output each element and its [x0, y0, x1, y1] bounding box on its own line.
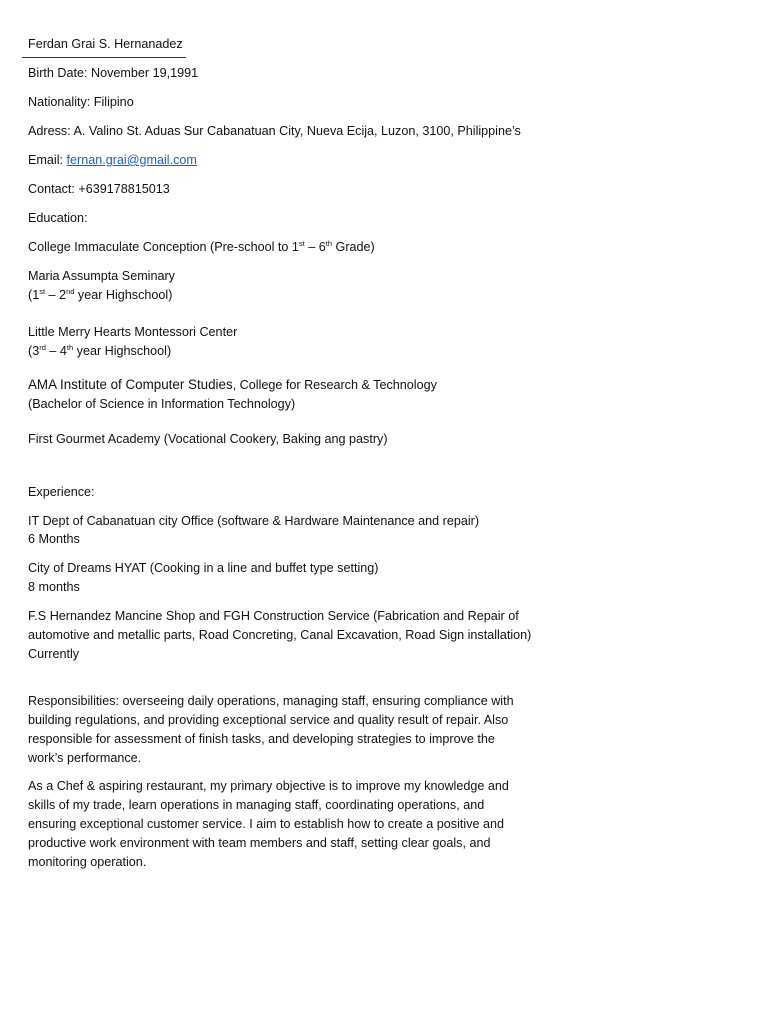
experience-heading: Experience:: [28, 485, 95, 499]
ordinal-suffix: st: [298, 238, 305, 248]
experience-title: IT Dept of Cabanatuan city Office (software & Hardware Maintenance and repair): [28, 514, 480, 528]
responsibilities-line: Responsibilities: overseeing daily operations, managing staff, ensuring compliance with: [28, 694, 514, 708]
education-detail-mid: – 2: [45, 288, 67, 302]
objective-line: As a Chef & aspiring restaurant, my primary objective is to improve my knowledge and: [28, 779, 509, 793]
responsibilities-line: responsible for assessment of finish tasks, and developing strategies to improve the: [28, 732, 495, 746]
contact: Contact: +639178815013: [28, 182, 170, 196]
education-school: Maria Assumpta Seminary: [28, 269, 175, 283]
email-label: Email:: [28, 153, 67, 167]
ordinal-suffix: nd: [66, 286, 75, 296]
education-range: – 6: [304, 240, 326, 254]
email-line: [28, 151, 197, 170]
ordinal-suffix: st: [39, 286, 46, 296]
nationality: Nationality: Filipino: [28, 95, 134, 109]
education-detail: [28, 342, 171, 361]
objective-line: productive work environment with team members and staff, setting clear goals, and: [28, 836, 491, 850]
education-detail: [28, 286, 172, 305]
responsibilities-line: building regulations, and providing exceptional service and quality result of repair. Also: [28, 713, 509, 727]
ordinal-suffix: th: [325, 238, 333, 248]
experience-title: City of Dreams HYAT (Cooking in a line and buffet type setting): [28, 561, 379, 575]
responsibilities-line: work’s performance.: [28, 751, 142, 765]
education-detail-start: (3: [28, 344, 40, 358]
experience-duration: Currently: [28, 647, 80, 661]
education-detail-mid: – 4: [45, 344, 67, 358]
education-school: College Immaculate Conception (Pre-school to 1: [28, 240, 299, 254]
education-detail-start: (1: [28, 288, 40, 302]
experience-duration: 8 months: [28, 580, 80, 594]
objective-line: ensuring exceptional customer service. I aim to establish how to create a positive and: [28, 817, 505, 831]
education-school-name-rest: , College for Research & Technology: [232, 378, 437, 392]
education-school: First Gourmet Academy (Vocational Cookery, Baking ang pastry): [28, 432, 388, 446]
address: Adress: A. Valino St. Aduas Sur Cabanatuan City, Nueva Ecija, Luzon, 3100, Philippine’s: [28, 124, 521, 138]
experience-title-continued: automotive and metallic parts, Road Concreting, Canal Excavation, Road Sign installation): [28, 628, 532, 642]
education-range-end: Grade): [332, 240, 375, 254]
education-detail-end: year Highschool): [74, 288, 173, 302]
birth-date: Birth Date: November 19,1991: [28, 66, 199, 80]
experience-title: F.S Hernandez Mancine Shop and FGH Construction Service (Fabrication and Repair of: [28, 609, 519, 623]
education-school: Little Merry Hearts Montessori Center: [28, 325, 238, 339]
education-entry: [28, 238, 375, 257]
education-heading: Education:: [28, 211, 88, 225]
experience-duration: 6 Months: [28, 532, 80, 546]
objective-line: monitoring operation.: [28, 855, 147, 869]
email-link[interactable]: fernan.grai@gmail.com: [66, 153, 197, 167]
ordinal-suffix: th: [66, 342, 74, 352]
education-detail-end: year Highschool): [73, 344, 172, 358]
name-underline: [22, 57, 186, 58]
education-school-name: AMA Institute of Computer Studies: [28, 377, 233, 392]
education-detail: (Bachelor of Science in Information Technology): [28, 397, 296, 411]
applicant-name: Ferdan Grai S. Hernanadez: [28, 37, 183, 51]
education-school: [28, 376, 437, 395]
ordinal-suffix: rd: [39, 342, 46, 352]
objective-line: skills of my trade, learn operations in managing staff, coordinating operations, and: [28, 798, 485, 812]
